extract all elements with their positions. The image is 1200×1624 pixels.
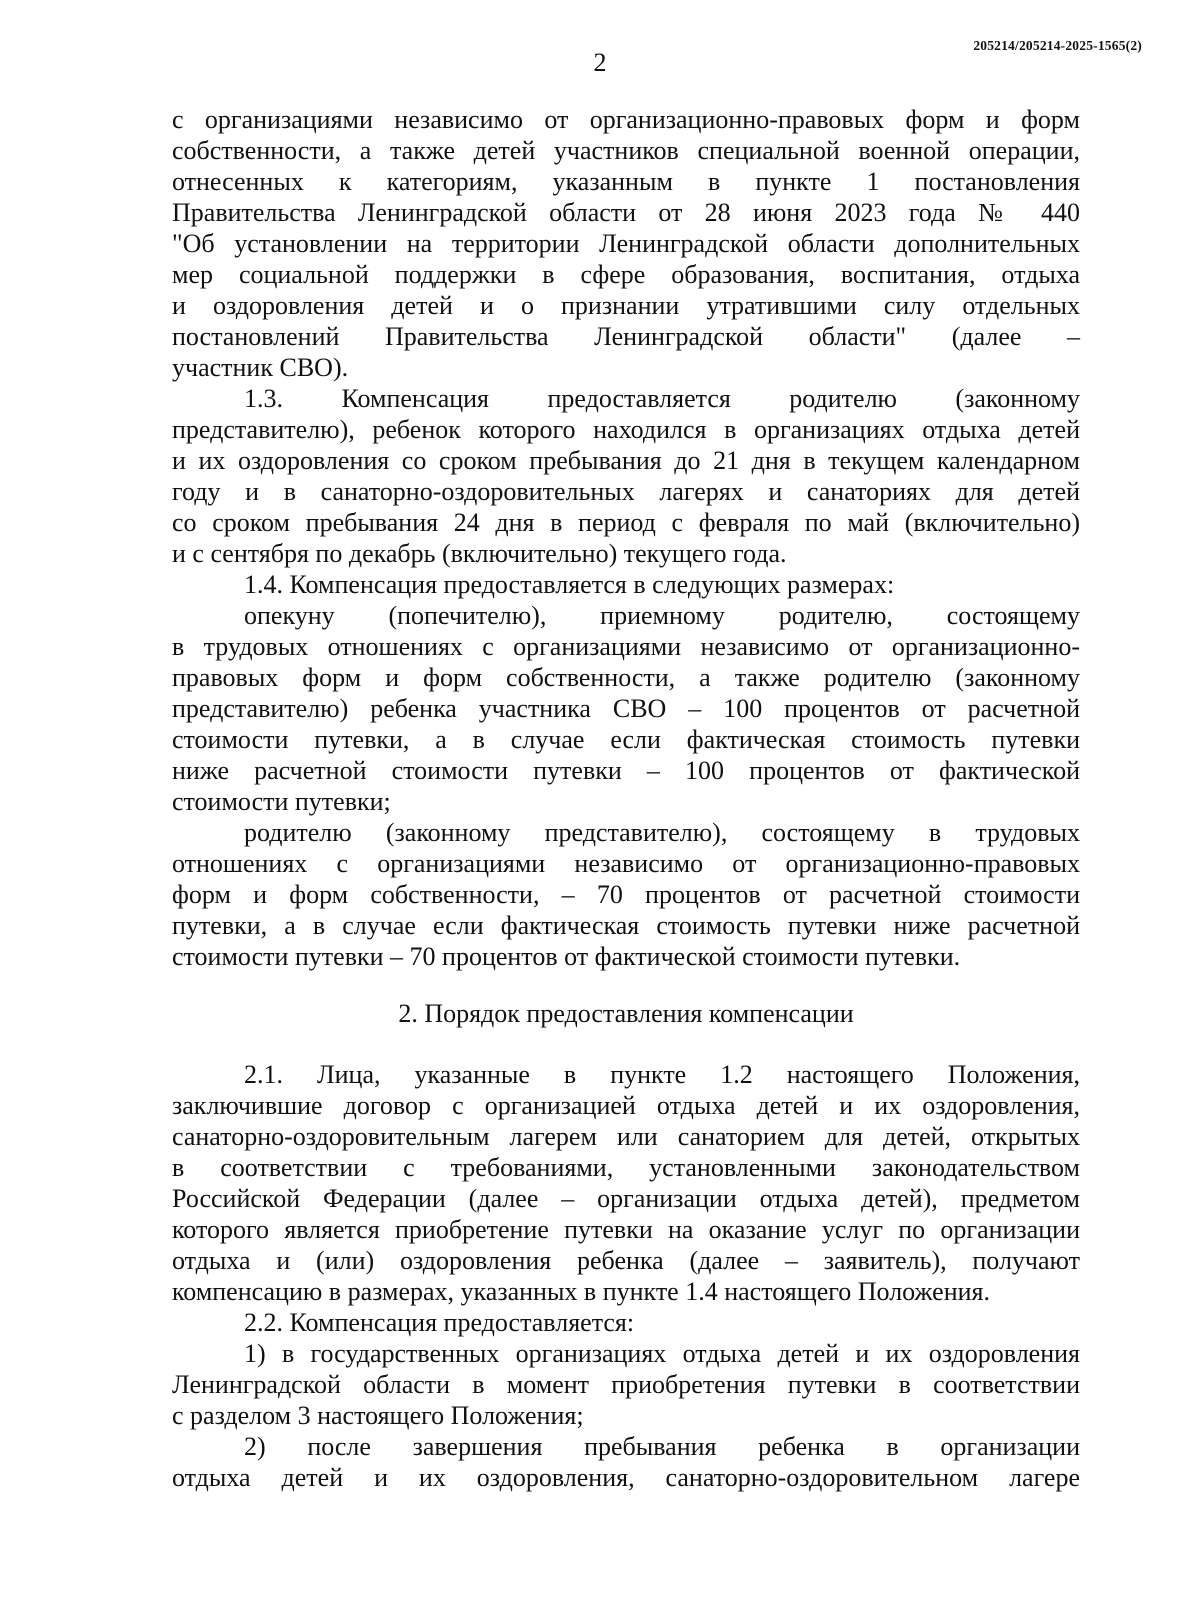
text-line: участник СВО).	[172, 353, 349, 382]
paragraph-1-4-guardian	[172, 600, 1080, 817]
text-line: компенсацию в размерах, указанных в пункте 1.4 настоящего Положения.	[172, 1277, 990, 1306]
paragraph-continuation	[172, 104, 1080, 383]
paragraph-1-4-parent	[172, 817, 1080, 972]
text-line: 2) после завершения пребывания ребенка в организации	[244, 1432, 1080, 1461]
paragraph-2-1	[172, 1059, 1080, 1307]
text-line: и их оздоровления со сроком пребывания до 21 дня в текущем календарном	[172, 446, 1080, 475]
text-line: и оздоровления детей и о признании утратившими силу отдельных	[172, 291, 1080, 320]
text-line: Российской Федерации (далее – организации отдыха детей), предметом	[172, 1184, 1080, 1213]
text-line: в трудовых отношениях с организациями независимо от организационно-	[172, 632, 1080, 661]
text-line: мер социальной поддержки в сфере образования, воспитания, отдыха	[172, 260, 1080, 289]
paragraph-1-4	[172, 569, 1080, 600]
section-2-heading: 2. Порядок предоставления компенсации	[398, 999, 854, 1028]
text-line: стоимости путевки, а в случае если фактическая стоимость путевки	[172, 725, 1080, 754]
text-line: стоимости путевки – 70 процентов от фактической стоимости путевки.	[172, 942, 961, 971]
text-line: опекуну (попечителю), приемному родителю, состоящему	[244, 601, 1080, 630]
text-line: году и в санаторно-оздоровительных лагерях и санаториях для детей	[172, 477, 1080, 506]
text-line: 1.4. Компенсация предоставляется в следующих размерах:	[244, 570, 895, 599]
text-line: "Об установлении на территории Ленинградской области дополнительных	[172, 229, 1080, 258]
text-line: ниже расчетной стоимости путевки – 100 процентов от фактической	[172, 756, 1080, 785]
text-line: заключившие договор с организацией отдыха детей и их оздоровления,	[172, 1091, 1080, 1120]
text-line: в соответствии с требованиями, установленными законодательством	[172, 1153, 1080, 1182]
paragraph-1-3	[172, 383, 1080, 569]
document-code: 205214/205214-2025-1565(2)	[973, 38, 1142, 53]
paragraph-2-2-item-1	[172, 1338, 1080, 1431]
text-line: родителю (законному представителю), состоящему в трудовых	[244, 818, 1080, 847]
text-line: Ленинградской области в момент приобретения путевки в соответствии	[172, 1370, 1080, 1399]
text-line: с организациями независимо от организационно-правовых форм и форм	[172, 105, 1080, 134]
text-line: с разделом 3 настоящего Положения;	[172, 1401, 584, 1430]
document-body	[172, 104, 1080, 1493]
text-line: представителю), ребенок которого находился в организациях отдыха детей	[172, 415, 1080, 444]
text-line: отнесенных к категориям, указанным в пункте 1 постановления	[172, 167, 1080, 196]
text-line: форм и форм собственности, – 70 процентов от расчетной стоимости	[172, 880, 1080, 909]
text-line: стоимости путевки;	[172, 787, 391, 816]
text-line: санаторно-оздоровительным лагерем или санаторием для детей, открытых	[172, 1122, 1080, 1151]
text-line: и с сентября по декабрь (включительно) текущего года.	[172, 539, 787, 568]
paragraph-2-2-item-2	[172, 1431, 1080, 1493]
text-line: отдыха детей и их оздоровления, санаторно-оздоровительном лагере	[172, 1463, 1080, 1492]
text-line: Правительства Ленинградской области от 28 июня 2023 года № 440	[172, 198, 1080, 227]
page-number: 2	[593, 48, 607, 77]
text-line: 2.1. Лица, указанные в пункте 1.2 настоящего Положения,	[244, 1060, 1080, 1089]
text-line: отдыха и (или) оздоровления ребенка (далее – заявитель), получают	[172, 1246, 1080, 1275]
text-line: 1) в государственных организациях отдыха детей и их оздоровления	[244, 1339, 1080, 1368]
paragraph-2-2	[172, 1307, 1080, 1338]
text-line: со сроком пребывания 24 дня в период с февраля по май (включительно)	[172, 508, 1080, 537]
text-line: представителю) ребенка участника СВО – 100 процентов от расчетной	[172, 694, 1080, 723]
text-line: собственности, а также детей участников специальной военной операции,	[172, 136, 1080, 165]
text-line: которого является приобретение путевки на оказание услуг по организации	[172, 1215, 1080, 1244]
text-line: 1.3. Компенсация предоставляется родителю (законному	[244, 384, 1080, 413]
text-line: постановлений Правительства Ленинградской области" (далее –	[172, 322, 1080, 351]
text-line: 2.2. Компенсация предоставляется:	[244, 1308, 635, 1337]
text-line: отношениях с организациями независимо от организационно-правовых	[172, 849, 1080, 878]
text-line: правовых форм и форм собственности, а также родителю (законному	[172, 663, 1080, 692]
text-line: путевки, а в случае если фактическая стоимость путевки ниже расчетной	[172, 911, 1080, 940]
